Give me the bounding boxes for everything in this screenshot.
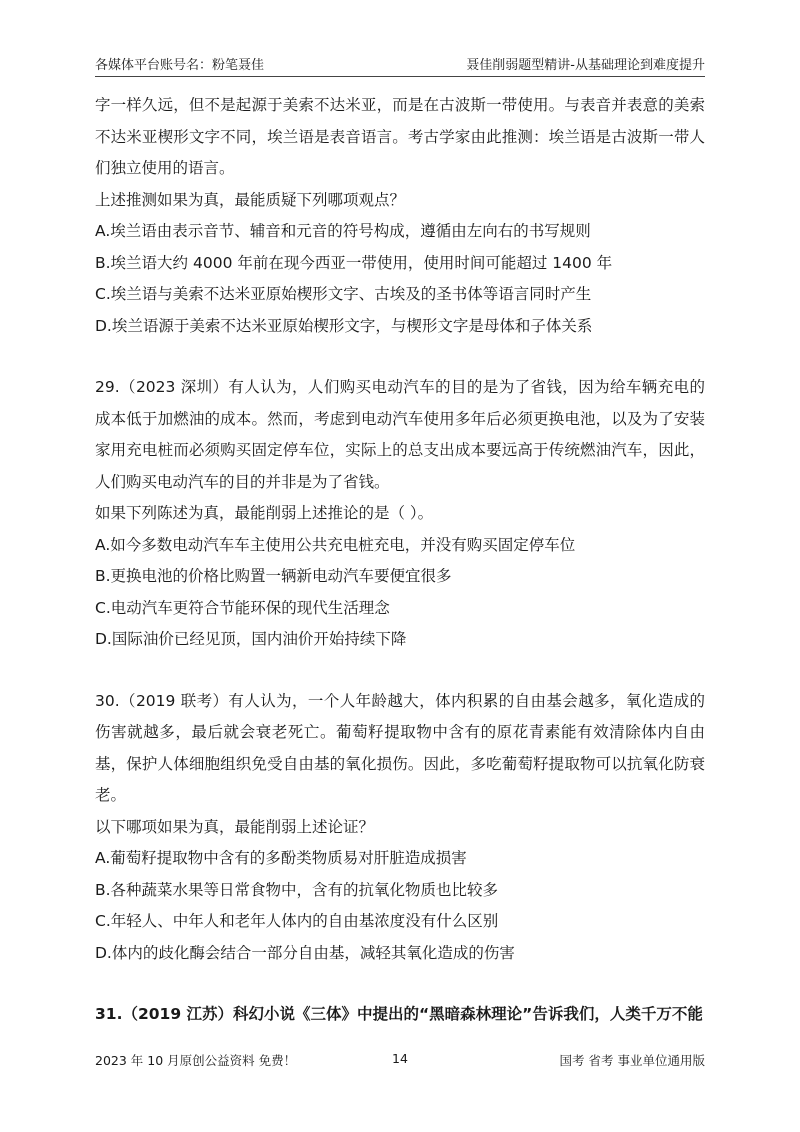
spacer: [95, 969, 705, 999]
question-28-stem: 字一样久远，但不是起源于美索不达米亚，而是在古波斯一带使用。与表音并表意的美索不达米亚楔形文字不同，埃兰语是表音语言。考古学家由此推测：埃兰语是古波斯一带人们独立使用的语言。: [95, 96, 705, 177]
question-28-prompt: 上述推测如果为真，最能质疑下列哪项观点？: [95, 190, 406, 209]
footer-edition: 国考 省考 事业单位通用版: [559, 1053, 705, 1068]
question-30-prompt: 以下哪项如果为真，最能削弱上述论证？: [95, 817, 375, 836]
footer-note: 2023 年 10 月原创公益资料 免费！: [95, 1053, 297, 1068]
question-29: [95, 372, 705, 656]
question-31: [95, 999, 705, 1031]
spacer: [95, 656, 705, 686]
question-30-stem: 30.（2019 联考）有人认为，一个人年龄越大，体内积累的自由基会越多，氧化造成的伤害就越多，最后就会衰老死亡。葡萄籽提取物中含有的原花青素能有效清除体内自由基，保护人体细胞组织免受自由基的氧化损伤。因此，多吃葡萄籽提取物可以抗氧化防衰老。: [95, 691, 705, 804]
question-28-option-c: C.埃兰语与美索不达米亚原始楔形文字、古埃及的圣书体等语言同时产生: [95, 285, 592, 303]
page-content: [95, 90, 705, 1031]
question-30-option-b: B.各种蔬菜水果等日常食物中，含有的抗氧化物质也比较多: [95, 880, 499, 899]
question-29-option-b: B.更换电池的价格比购置一辆新电动汽车要便宜很多: [95, 567, 452, 585]
question-29-stem: 29.（2023 深圳）有人认为，人们购买电动汽车的目的是为了省钱，因为给车辆充电的成本低于加燃油的成本。然而，考虑到电动汽车使用多年后必须更换电池，以及为了安装家用充电桩而必须购买固定停车位，实际上的总支出成本要远高于传统燃油汽车，因此，人们购买电动汽车的目的并非是为了省钱。: [95, 378, 705, 491]
question-30-option-c: C.年轻人、中年人和老年人体内的自由基浓度没有什么区别: [95, 912, 499, 930]
question-30-option-d: D.体内的歧化酶会结合一部分自由基，减轻其氧化造成的伤害: [95, 943, 515, 962]
spacer: [95, 342, 705, 372]
page-footer: [95, 1051, 705, 1071]
question-28-option-d: D.埃兰语源于美索不达米亚原始楔形文字，与楔形文字是母体和子体关系: [95, 316, 593, 335]
page-header: [95, 54, 705, 76]
question-29-option-a: A.如今多数电动汽车车主使用公共充电桩充电，并没有购买固定停车位: [95, 535, 576, 554]
page-number: 14: [392, 1051, 408, 1066]
question-29-prompt: 如果下列陈述为真，最能削弱上述推论的是（ ）。: [95, 504, 434, 522]
header-divider: [95, 76, 705, 77]
header-course-title: 聂佳削弱题型精讲-从基础理论到难度提升: [466, 58, 705, 73]
question-28: [95, 90, 705, 342]
question-30: [95, 686, 705, 970]
question-30-option-a: A.葡萄籽提取物中含有的多酚类物质易对肝脏造成损害: [95, 849, 467, 867]
question-28-option-a: A.埃兰语由表示音节、辅音和元音的符号构成，遵循由左向右的书写规则: [95, 222, 591, 240]
question-29-option-c: C.电动汽车更符合节能环保的现代生活理念: [95, 598, 390, 617]
question-31-stem: 31.（2019 江苏）科幻小说《三体》中提出的“黑暗森林理论”告诉我们，人类千万不能: [95, 1005, 703, 1023]
header-account-name: 各媒体平台账号名：粉笔聂佳: [95, 58, 265, 73]
question-29-option-d: D.国际油价已经见顶，国内油价开始持续下降: [95, 630, 407, 648]
question-28-option-b: B.埃兰语大约 4000 年前在现今西亚一带使用，使用时间可能超过 1400 年: [95, 253, 613, 272]
